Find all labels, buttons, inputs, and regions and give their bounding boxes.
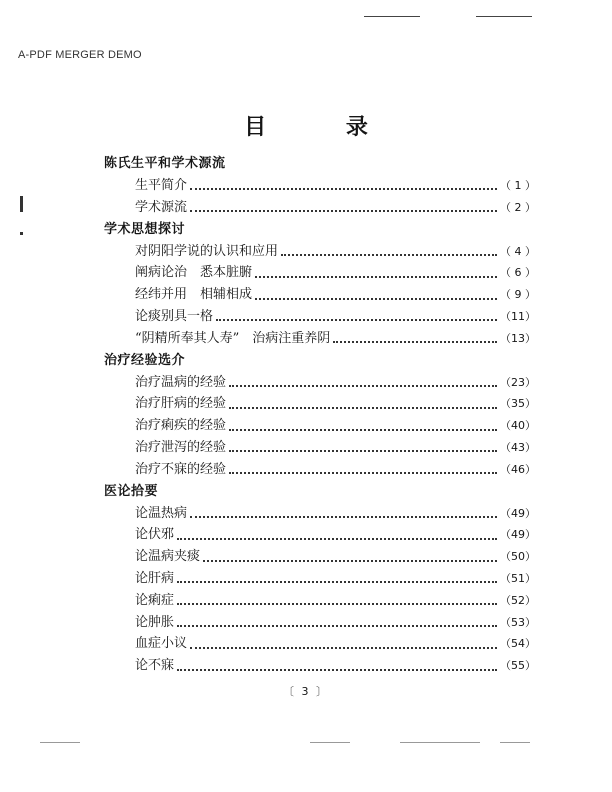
dot-leader [190, 515, 497, 518]
entry-label: 治疗泄泻的经验 [135, 439, 227, 455]
entry-label: 论肝病 [135, 570, 175, 586]
margin-mark [20, 232, 23, 235]
toc-entry[interactable] [104, 546, 536, 568]
entry-page: （46） [500, 462, 536, 476]
scan-noise [500, 742, 530, 743]
toc-entry[interactable] [104, 262, 536, 284]
entry-page: （43） [500, 440, 536, 454]
entry-page: （13） [500, 331, 536, 345]
dot-leader [190, 646, 497, 649]
dot-leader [190, 187, 497, 190]
page-number: 〔 3 〕 [283, 685, 329, 698]
dot-leader [229, 406, 497, 409]
toc-entry[interactable] [104, 524, 536, 546]
dot-leader [177, 668, 497, 671]
entry-label: 论肿胀 [135, 614, 175, 630]
entry-label: 论痰别具一格 [135, 308, 214, 324]
entry-label: 治疗痢疾的经验 [135, 418, 227, 434]
dot-leader [177, 537, 497, 540]
dot-leader [229, 384, 497, 387]
table-of-contents [104, 153, 536, 677]
entry-label: 论温热病 [135, 505, 188, 521]
toc-entry[interactable] [104, 612, 536, 634]
scan-noise [310, 742, 350, 743]
top-rule [476, 16, 532, 17]
toc-entry[interactable] [104, 655, 536, 677]
entry-page: （35） [500, 397, 536, 411]
margin-mark [20, 196, 23, 212]
entry-label: 生平简介 [135, 178, 188, 193]
toc-entry[interactable] [104, 241, 536, 263]
entry-page: （54） [500, 637, 536, 651]
section-heading: 学术思想探讨 [104, 221, 186, 237]
entry-label: “阴精所奉其人寿” 治病注重养阴 [135, 330, 331, 346]
entry-page: （11） [500, 309, 536, 323]
toc-entry[interactable] [104, 503, 536, 525]
dot-leader [177, 624, 497, 627]
dot-leader [177, 602, 497, 605]
entry-page: （23） [500, 375, 536, 389]
dot-leader [255, 275, 497, 278]
dot-leader [216, 318, 497, 321]
entry-page: （40） [500, 419, 536, 433]
dot-leader [333, 340, 497, 343]
entry-page: （49） [500, 528, 536, 542]
toc-entry[interactable] [104, 633, 536, 655]
toc-entry[interactable] [104, 372, 536, 394]
toc-entry[interactable] [104, 306, 536, 328]
entry-label: 论痢症 [135, 592, 175, 608]
toc-entry[interactable] [104, 328, 536, 350]
dot-leader [229, 428, 497, 431]
section-heading: 陈氏生平和学术源流 [104, 156, 226, 171]
entry-page: （53） [500, 615, 536, 629]
entry-label: 血症小议 [135, 636, 188, 652]
section-heading: 治疗经验选介 [104, 352, 186, 368]
entry-page: （52） [500, 593, 536, 607]
page-title: 目 录 [244, 114, 404, 140]
entry-label: 经纬并用 相辅相成 [135, 287, 253, 303]
toc-entry[interactable] [104, 437, 536, 459]
entry-page: （ 4 ） [500, 244, 536, 258]
entry-label: 阐病论治 悉本脏腑 [135, 265, 253, 281]
toc-entry[interactable] [104, 393, 536, 415]
entry-label: 学术源流 [135, 199, 188, 215]
toc-entry[interactable] [104, 590, 536, 612]
entry-page: （ 6 ） [500, 266, 536, 280]
dot-leader [255, 297, 497, 300]
scan-noise [400, 742, 480, 743]
entry-page: （ 1 ） [500, 179, 536, 192]
entry-label: 对阴阳学说的认识和应用 [135, 243, 279, 259]
dot-leader [229, 449, 497, 452]
entry-label: 论温病夹痰 [135, 549, 201, 565]
dot-leader [229, 471, 497, 474]
entry-page: （49） [500, 506, 536, 520]
entry-label: 治疗温病的经验 [135, 374, 227, 390]
toc-entry[interactable] [104, 197, 536, 219]
entry-page: （ 2 ） [500, 200, 536, 214]
top-rule [364, 16, 420, 17]
entry-label: 治疗肝病的经验 [135, 396, 227, 412]
toc-entry[interactable] [104, 175, 536, 197]
toc-entry[interactable] [104, 415, 536, 437]
entry-page: （51） [500, 571, 536, 585]
dot-leader [281, 253, 497, 256]
dot-leader [203, 559, 497, 562]
scan-noise [40, 742, 80, 743]
toc-entry[interactable] [104, 568, 536, 590]
dot-leader [190, 209, 497, 212]
watermark: A-PDF MERGER DEMO [18, 49, 142, 61]
entry-label: 论不寐 [135, 658, 175, 674]
toc-entry[interactable] [104, 459, 536, 481]
entry-page: （55） [500, 659, 536, 673]
toc-entry[interactable] [104, 284, 536, 306]
dot-leader [177, 580, 497, 583]
entry-page: （ 9 ） [500, 288, 536, 302]
entry-label: 论伏邪 [135, 527, 175, 543]
section-heading: 医论拾要 [104, 483, 159, 499]
entry-page: （50） [500, 550, 536, 564]
entry-label: 治疗不寐的经验 [135, 461, 227, 477]
